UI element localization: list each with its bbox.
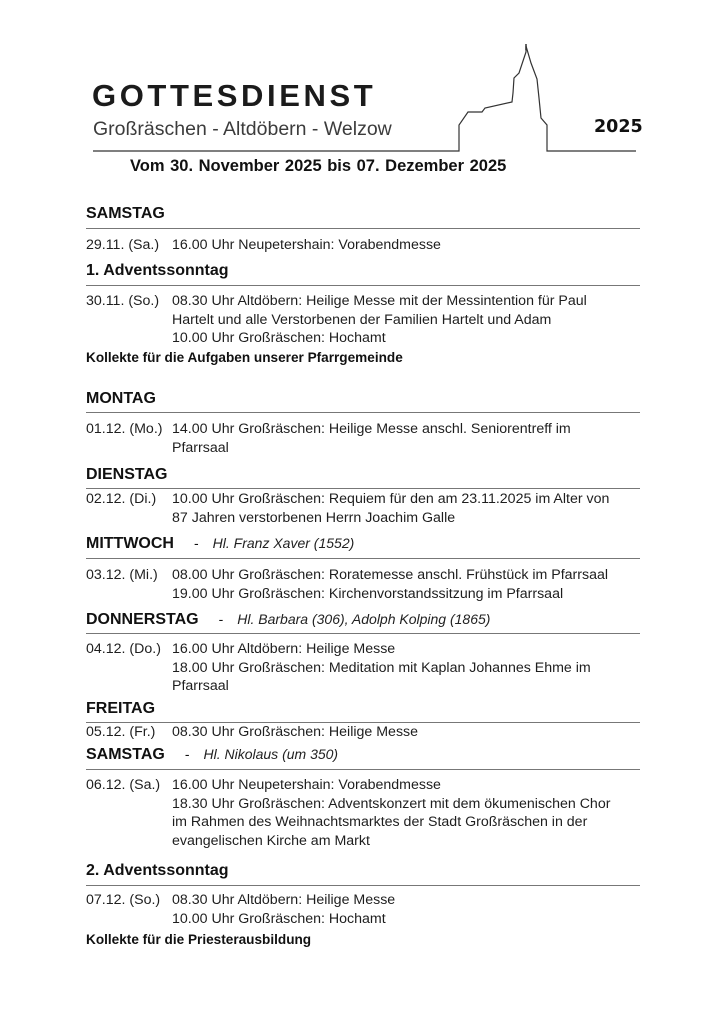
date-range: Vom 30. November 2025 bis 07. Dezember 2025 (130, 157, 507, 175)
entry-date: 03.12. (Mi.) (86, 567, 158, 583)
entry-date: 04.12. (Do.) (86, 641, 161, 657)
entry-line: 08.30 Uhr Altdöbern: Heilige Messe (172, 892, 396, 908)
saint-of-day: Hl. Barbara (306), Adolph Kolping (1865) (237, 611, 491, 627)
entry-date: 01.12. (Mo.) (86, 421, 163, 437)
church-outline-icon (0, 0, 724, 160)
day-heading-samstag-nikolaus (86, 746, 640, 764)
day-heading-samstag (86, 205, 640, 223)
day-heading-label: DONNERSTAG (86, 611, 199, 628)
heading-dash: - (184, 746, 190, 762)
day-heading-label: SAMSTAG (86, 205, 165, 222)
collection-note: Kollekte für die Priesterausbildung (86, 932, 312, 947)
divider (86, 558, 640, 559)
entry-date: 06.12. (Sa.) (86, 777, 161, 793)
entry-date: 02.12. (Di.) (86, 491, 157, 507)
day-heading-mittwoch (86, 535, 640, 553)
entry-line: 16.00 Uhr Altdöbern: Heilige Messe (172, 641, 396, 657)
page-title: GOTTESDIENST (92, 78, 377, 113)
entry-line: evangelischen Kirche am Markt (172, 832, 370, 849)
day-heading-freitag (86, 700, 640, 718)
entry-date: 05.12. (Fr.) (86, 724, 156, 740)
entry-line: 14.00 Uhr Großräschen: Heilige Messe anschl. Seniorentreff im (172, 421, 571, 437)
year-label: 2025 (594, 117, 643, 137)
collection-note: Kollekte für die Aufgaben unserer Pfarrgemeinde (86, 350, 403, 365)
day-heading-label: MONTAG (86, 390, 156, 407)
divider (86, 228, 640, 229)
entry-line: Hartelt und alle Verstorbenen der Familien Hartelt und Adam (172, 311, 552, 328)
parish-subtitle: Großräschen - Altdöbern - Welzow (93, 118, 392, 140)
divider (86, 412, 640, 413)
day-heading-label: FREITAG (86, 700, 156, 717)
entry-line: 08.30 Uhr Altdöbern: Heilige Messe mit der Messintention für Paul (172, 293, 587, 309)
day-heading-1-adventssonntag (86, 262, 640, 280)
entry-line: im Rahmen des Weihnachtsmarktes der Stadt Großräschen in der (172, 814, 588, 830)
entry-date: 07.12. (So.) (86, 892, 161, 908)
entry-line: 87 Jahren verstorbenen Herrn Joachim Galle (172, 509, 456, 526)
entry-date: 29.11. (Sa.) (86, 237, 160, 253)
entry-line: 10.00 Uhr Großräschen: Hochamt (172, 910, 386, 927)
entry-date: 30.11. (So.) (86, 293, 160, 309)
day-heading-label: MITTWOCH (86, 535, 174, 552)
day-heading-label: 2. Adventssonntag (86, 862, 229, 879)
entry-line: 08.30 Uhr Großräschen: Heilige Messe (172, 724, 419, 740)
heading-dash: - (193, 535, 199, 551)
day-heading-dienstag (86, 466, 640, 484)
day-heading-label: SAMSTAG (86, 746, 165, 763)
entry-line: 16.00 Uhr Neupetershain: Vorabendmesse (172, 237, 441, 253)
entry-line: 16.00 Uhr Neupetershain: Vorabendmesse (172, 777, 441, 793)
day-heading-2-adventssonntag (86, 862, 640, 880)
divider (86, 488, 640, 489)
divider (86, 769, 640, 770)
divider (86, 633, 640, 634)
entry-line: 08.00 Uhr Großräschen: Roratemesse anschl. Frühstück im Pfarrsaal (172, 567, 609, 583)
divider (86, 285, 640, 286)
divider (86, 885, 640, 886)
day-heading-label: DIENSTAG (86, 466, 168, 483)
saint-of-day: Hl. Nikolaus (um 350) (203, 746, 339, 762)
day-heading-label: 1. Adventssonntag (86, 262, 229, 279)
saint-of-day: Hl. Franz Xaver (1552) (212, 535, 355, 551)
entry-line: 10.00 Uhr Großräschen: Requiem für den am 23.11.2025 im Alter von (172, 491, 610, 507)
day-heading-donnerstag (86, 611, 640, 629)
entry-line: 18.30 Uhr Großräschen: Adventskonzert mit dem ökumenischen Chor (172, 795, 611, 812)
entry-line: 10.00 Uhr Großräschen: Hochamt (172, 330, 386, 346)
entry-line: Pfarrsaal (172, 439, 229, 456)
entry-line: 19.00 Uhr Großräschen: Kirchenvorstandssitzung im Pfarrsaal (172, 585, 564, 602)
entry-line: Pfarrsaal (172, 678, 229, 694)
day-heading-montag (86, 390, 640, 408)
entry-line: 18.00 Uhr Großräschen: Meditation mit Kaplan Johannes Ehme im (172, 659, 591, 676)
heading-dash: - (218, 611, 224, 627)
